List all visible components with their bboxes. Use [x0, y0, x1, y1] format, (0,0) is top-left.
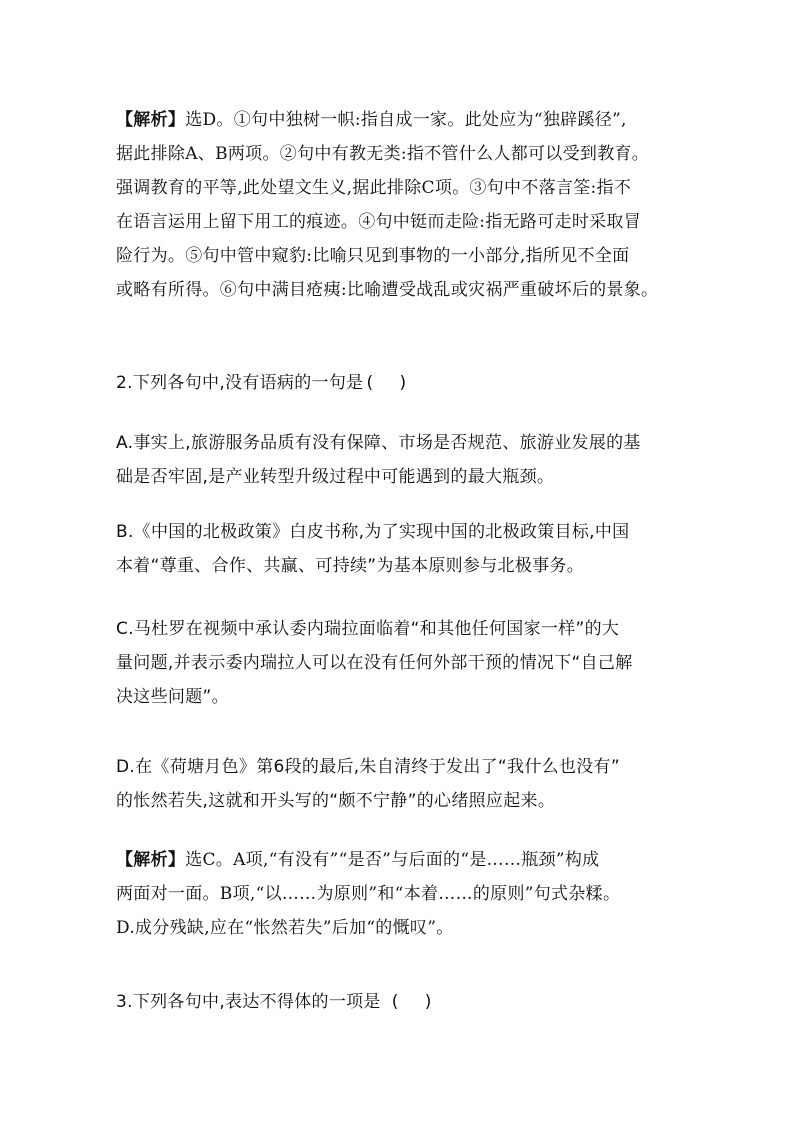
option-d-line-2: 的怅然若失,这就和开头写的“颇不宁静”的心绪照应起来。: [116, 791, 556, 811]
analysis-q1-line-3: 强调教育的平等,此处望文生义,据此排除C项。③句中不落言筌:指不: [116, 178, 632, 198]
option-c-line-3: 决这些问题”。: [116, 687, 229, 707]
answer-blank: ( ): [366, 373, 407, 393]
option-b-line-1: B.《中国的北极政策》白皮书称,为了实现中国的北极政策目标,中国: [116, 522, 630, 542]
option-b-line-2: 本着“尊重、合作、共赢、可持续”为基本原则参与北极事务。: [116, 556, 585, 576]
analysis-q2-line-2: 两面对一面。B项,“以……为原则”和“本着……的原则”句式杂糅。: [116, 884, 621, 904]
analysis-tag: 【解析】: [116, 850, 186, 870]
question-3-stem: 3.下列各句中,表达不得体的一项是 ( ): [116, 985, 696, 1019]
option-d-line-1: D.在《荷塘月色》第6段的最后,朱自清终于发出了“我什么也没有”: [116, 757, 620, 777]
answer-blank: ( ): [391, 992, 432, 1012]
analysis-q2-line-1: 【解析】选C。A项,“有没有”“是否”与后面的“是……瓶颈”构成: [116, 850, 600, 870]
option-d: [116, 750, 696, 818]
analysis-q2-line-3: D.成分残缺,应在“怅然若失”后加“的慨叹”。: [116, 918, 454, 938]
analysis-q1-line-5: 险行为。⑤句中管中窥豹:比喻只见到事物的一小部分,指所见不全面: [116, 246, 630, 266]
analysis-q2: [116, 843, 696, 945]
question-2-stem: 2.下列各句中,没有语病的一句是 ( ): [116, 366, 696, 400]
option-a: [116, 426, 696, 494]
option-c: [116, 612, 696, 714]
analysis-q1-line-4: 在语言运用上留下用工的痕迹。④句中铤而走险:指无路可走时采取冒: [116, 212, 642, 232]
analysis-q1-line-2: 据此排除A、B两项。②句中有教无类:指不管什么人都可以受到教育。: [116, 144, 650, 164]
analysis-q1: [116, 103, 696, 307]
option-a-line-2: 础是否牢固,是产业转型升级过程中可能遇到的最大瓶颈。: [116, 467, 555, 487]
analysis-tag: 【解析】: [116, 110, 186, 130]
option-c-line-2: 量问题,并表示委内瑞拉人可以在没有任何外部干预的情况下“自己解: [116, 653, 633, 673]
option-a-line-1: A.事实上,旅游服务品质有没有保障、市场是否规范、旅游业发展的基: [116, 433, 641, 453]
analysis-q1-line-6: 或略有所得。⑥句中满目疮痍:比喻遭受战乱或灾祸严重破坏后的景象。: [116, 280, 659, 300]
option-b: [116, 515, 696, 583]
option-c-line-1: C.马杜罗在视频中承认委内瑞拉面临着“和其他任何国家一样”的大: [116, 619, 620, 639]
question-3: [116, 985, 696, 1019]
question-2: [116, 366, 696, 400]
analysis-q1-line-1: 【解析】选D。①句中独树一帜:指自成一家。此处应为“独辟蹊径”,: [116, 110, 627, 130]
